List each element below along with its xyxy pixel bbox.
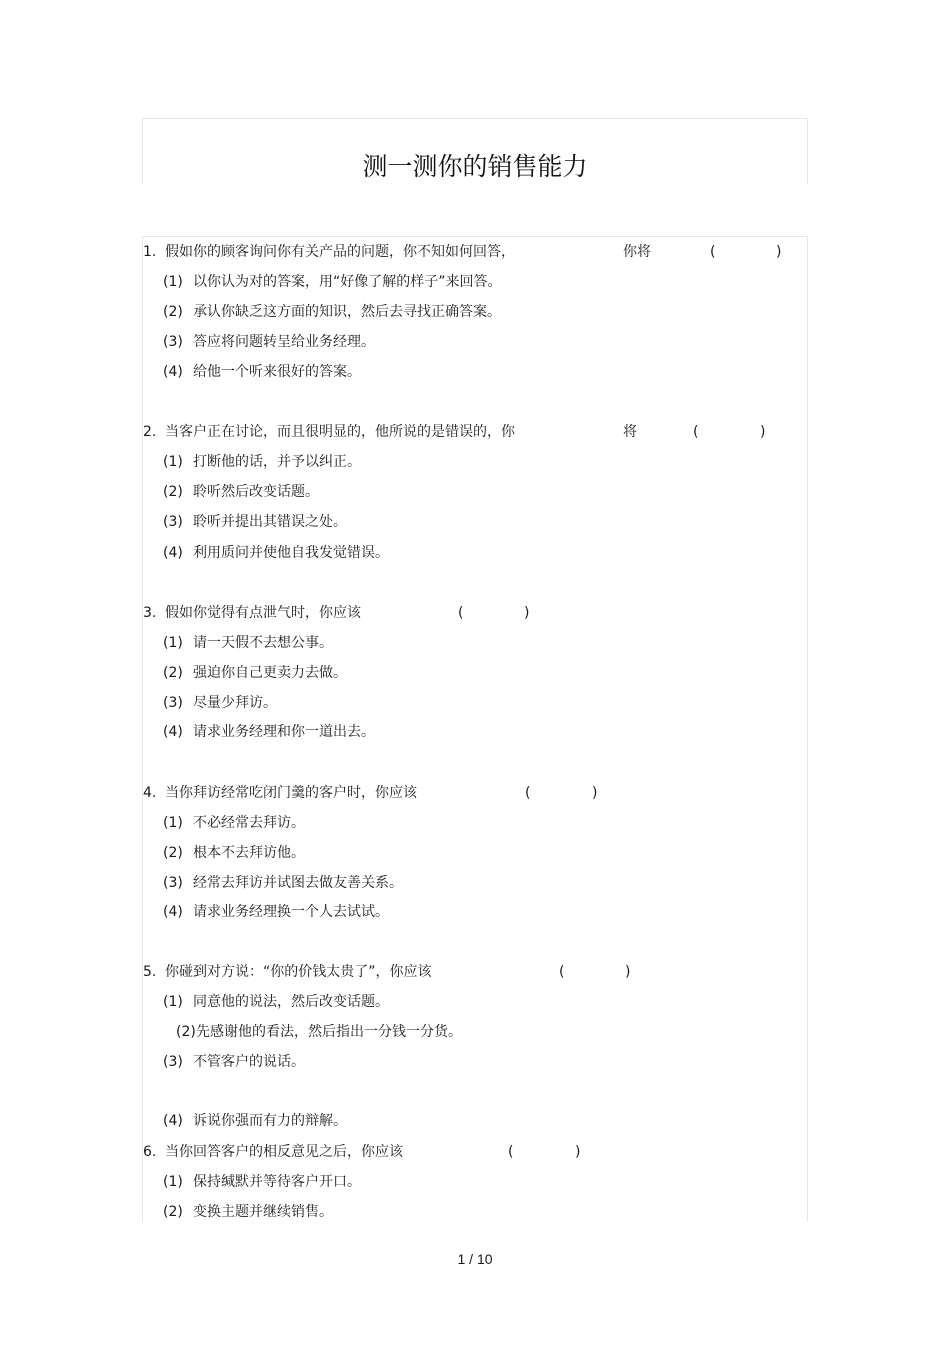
option-6-2: (2) 变换主题并继续销售。 xyxy=(163,1204,333,1220)
question-2-will: 将 xyxy=(623,424,637,440)
question-2 xyxy=(143,423,515,441)
question-number: 3. xyxy=(143,605,157,621)
option-2-2: (2) 聆听然后改变话题。 xyxy=(163,484,319,500)
answer-paren-open: ( xyxy=(693,424,699,440)
question-text: 假如你的顾客询问你有关产品的问题，你不知如何回答， xyxy=(165,244,515,260)
page-number: 1 / 10 xyxy=(457,1251,493,1267)
question-text: 当你拜访经常吃闭门羹的客户时，你应该 xyxy=(165,785,417,801)
question-text: 当你回答客户的相反意见之后，你应该 xyxy=(165,1144,403,1160)
option-3-4: (4) 请求业务经理和你一道出去。 xyxy=(163,724,375,740)
answer-paren-open: ( xyxy=(508,1144,514,1160)
question-3 xyxy=(143,604,361,622)
answer-paren-close: ) xyxy=(575,1144,581,1160)
question-number: 5. xyxy=(143,964,157,980)
question-number: 1. xyxy=(143,244,157,260)
option-4-2: (2) 根本不去拜访他。 xyxy=(163,845,305,861)
option-3-2: (2) 强迫你自己更卖力去做。 xyxy=(163,665,347,681)
option-2-3: (3) 聆听并提出其错误之处。 xyxy=(163,514,347,530)
question-text: 当客户正在讨论，而且很明显的，他所说的是错误的，你 xyxy=(165,424,515,440)
option-2-1: (1) 打断他的话，并予以纠正。 xyxy=(163,454,361,470)
question-4 xyxy=(143,784,417,802)
question-text: 假如你觉得有点泄气时，你应该 xyxy=(165,605,361,621)
option-4-1: (1) 不必经常去拜访。 xyxy=(163,815,305,831)
answer-paren-close: ) xyxy=(776,244,782,260)
answer-paren-open: ( xyxy=(559,964,565,980)
question-6 xyxy=(143,1143,403,1161)
option-1-4: (4) 给他一个听来很好的答案。 xyxy=(163,364,361,380)
option-1-1: (1) 以你认为对的答案，用“好像了解的样子”来回答。 xyxy=(163,274,502,290)
option-6-1: (1) 保持缄默并等待客户开口。 xyxy=(163,1174,361,1190)
answer-paren-close: ) xyxy=(760,424,766,440)
option-4-3: (3) 经常去拜访并试图去做友善关系。 xyxy=(163,875,403,891)
answer-paren-close: ) xyxy=(524,605,530,621)
title-frame xyxy=(142,118,808,184)
page-title: 测一测你的销售能力 xyxy=(362,152,588,181)
answer-paren-close: ) xyxy=(625,964,631,980)
question-1-will: 你将 xyxy=(623,244,651,260)
answer-paren-open: ( xyxy=(525,785,531,801)
question-number: 2. xyxy=(143,424,157,440)
question-number: 4. xyxy=(143,785,157,801)
option-4-4: (4) 请求业务经理换一个人去试试。 xyxy=(163,904,389,920)
option-1-3: (3) 答应将问题转呈给业务经理。 xyxy=(163,334,375,350)
option-3-1: (1) 请一天假不去想公事。 xyxy=(163,635,333,651)
option-2-4: (4) 利用质问并使他自我发觉错误。 xyxy=(163,545,389,561)
question-number: 6. xyxy=(143,1144,157,1160)
option-1-2: (2) 承认你缺乏这方面的知识，然后去寻找正确答案。 xyxy=(163,304,501,320)
question-1 xyxy=(143,243,515,261)
option-5-4: (4) 诉说你强而有力的辩解。 xyxy=(163,1113,347,1129)
answer-paren-open: ( xyxy=(458,605,464,621)
question-text: 你碰到对方说：“你的价钱太贵了”，你应该 xyxy=(165,964,432,980)
answer-paren-open: ( xyxy=(710,244,716,260)
option-5-1: (1) 同意他的说法，然后改变话题。 xyxy=(163,994,389,1010)
option-3-3: (3) 尽量少拜访。 xyxy=(163,695,277,711)
question-5 xyxy=(143,963,432,981)
option-5-2: (2)先感谢他的看法，然后指出一分钱一分货。 xyxy=(176,1024,462,1040)
answer-paren-close: ) xyxy=(592,785,598,801)
option-5-3: (3) 不管客户的说话。 xyxy=(163,1054,305,1070)
